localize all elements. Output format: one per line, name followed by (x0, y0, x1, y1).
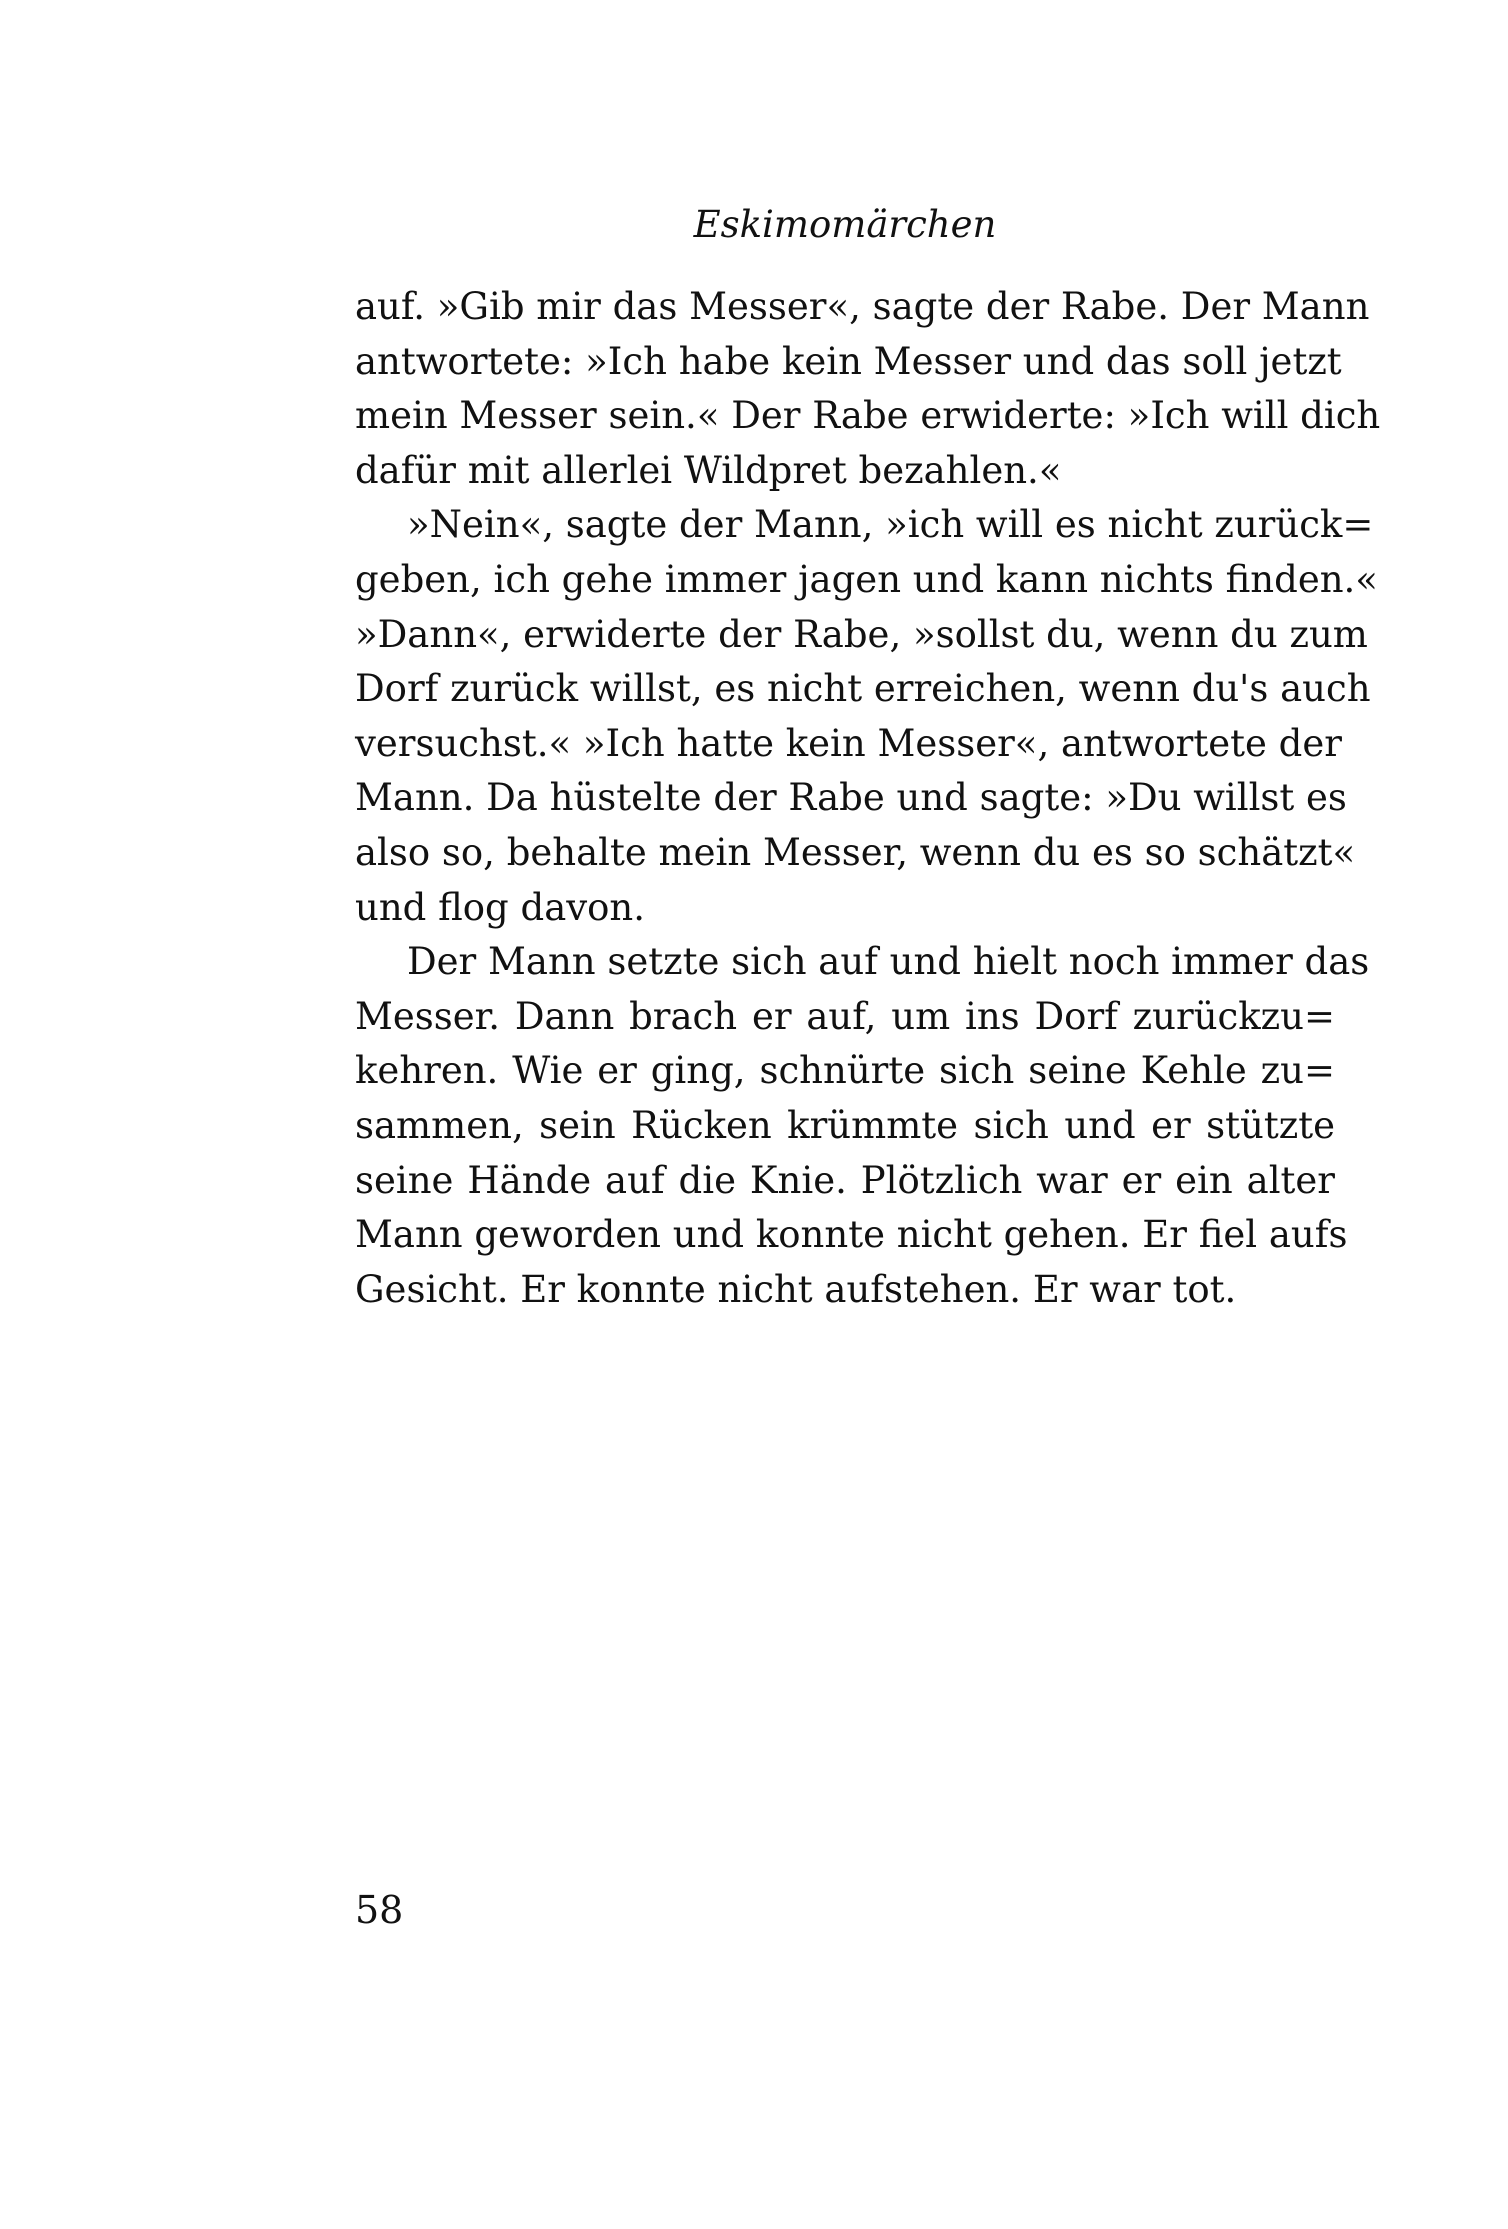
text-line: »Nein«, sagte der Mann, »ich will es nicht zurück= (407, 503, 1374, 547)
text-line: antwortete: »Ich habe kein Messer und das soll jetzt (355, 339, 1342, 383)
text-line: Mann. Da hüstelte der Rabe und sagte: »Du willst es (355, 776, 1347, 820)
text-line: geben, ich gehe immer jagen und kann nichts finden.« (355, 557, 1378, 601)
text-line: Mann geworden und konnte nicht gehen. Er fiel aufs (355, 1213, 1348, 1257)
running-head: Eskimomärchen (693, 203, 997, 246)
text-line: »Dann«, erwiderte der Rabe, »sollst du, wenn du zum (355, 612, 1368, 656)
page-number: 58 (355, 1888, 404, 1932)
text-line: Der Mann setzte sich auf und hielt noch immer das (407, 940, 1370, 984)
text-line: kehren. Wie er ging, schnürte sich seine Kehle zu= (355, 1049, 1335, 1093)
body-text (355, 280, 1381, 1317)
text-line: und flog davon. (355, 885, 646, 929)
text-line: Messer. Dann brach er auf, um ins Dorf zurückzu= (355, 994, 1335, 1038)
text-line: auf. »Gib mir das Messer«, sagte der Rabe. Der Mann (355, 285, 1370, 328)
text-line: mein Messer sein.« Der Rabe erwiderte: »Ich will dich (355, 394, 1381, 438)
text-line: Dorf zurück willst, es nicht erreichen, wenn du's auch (355, 667, 1371, 711)
text-line: versuchst.« »Ich hatte kein Messer«, antwortete der (355, 721, 1342, 765)
text-line: dafür mit allerlei Wildpret bezahlen.« (355, 448, 1062, 492)
text-line: seine Hände auf die Knie. Plötzlich war er ein alter (355, 1158, 1335, 1202)
text-line: sammen, sein Rücken krümmte sich und er stützte (355, 1103, 1335, 1147)
text-line: also so, behalte mein Messer, wenn du es so schätzt« (355, 830, 1356, 874)
text-line: Gesicht. Er konnte nicht aufstehen. Er war tot. (355, 1267, 1237, 1311)
